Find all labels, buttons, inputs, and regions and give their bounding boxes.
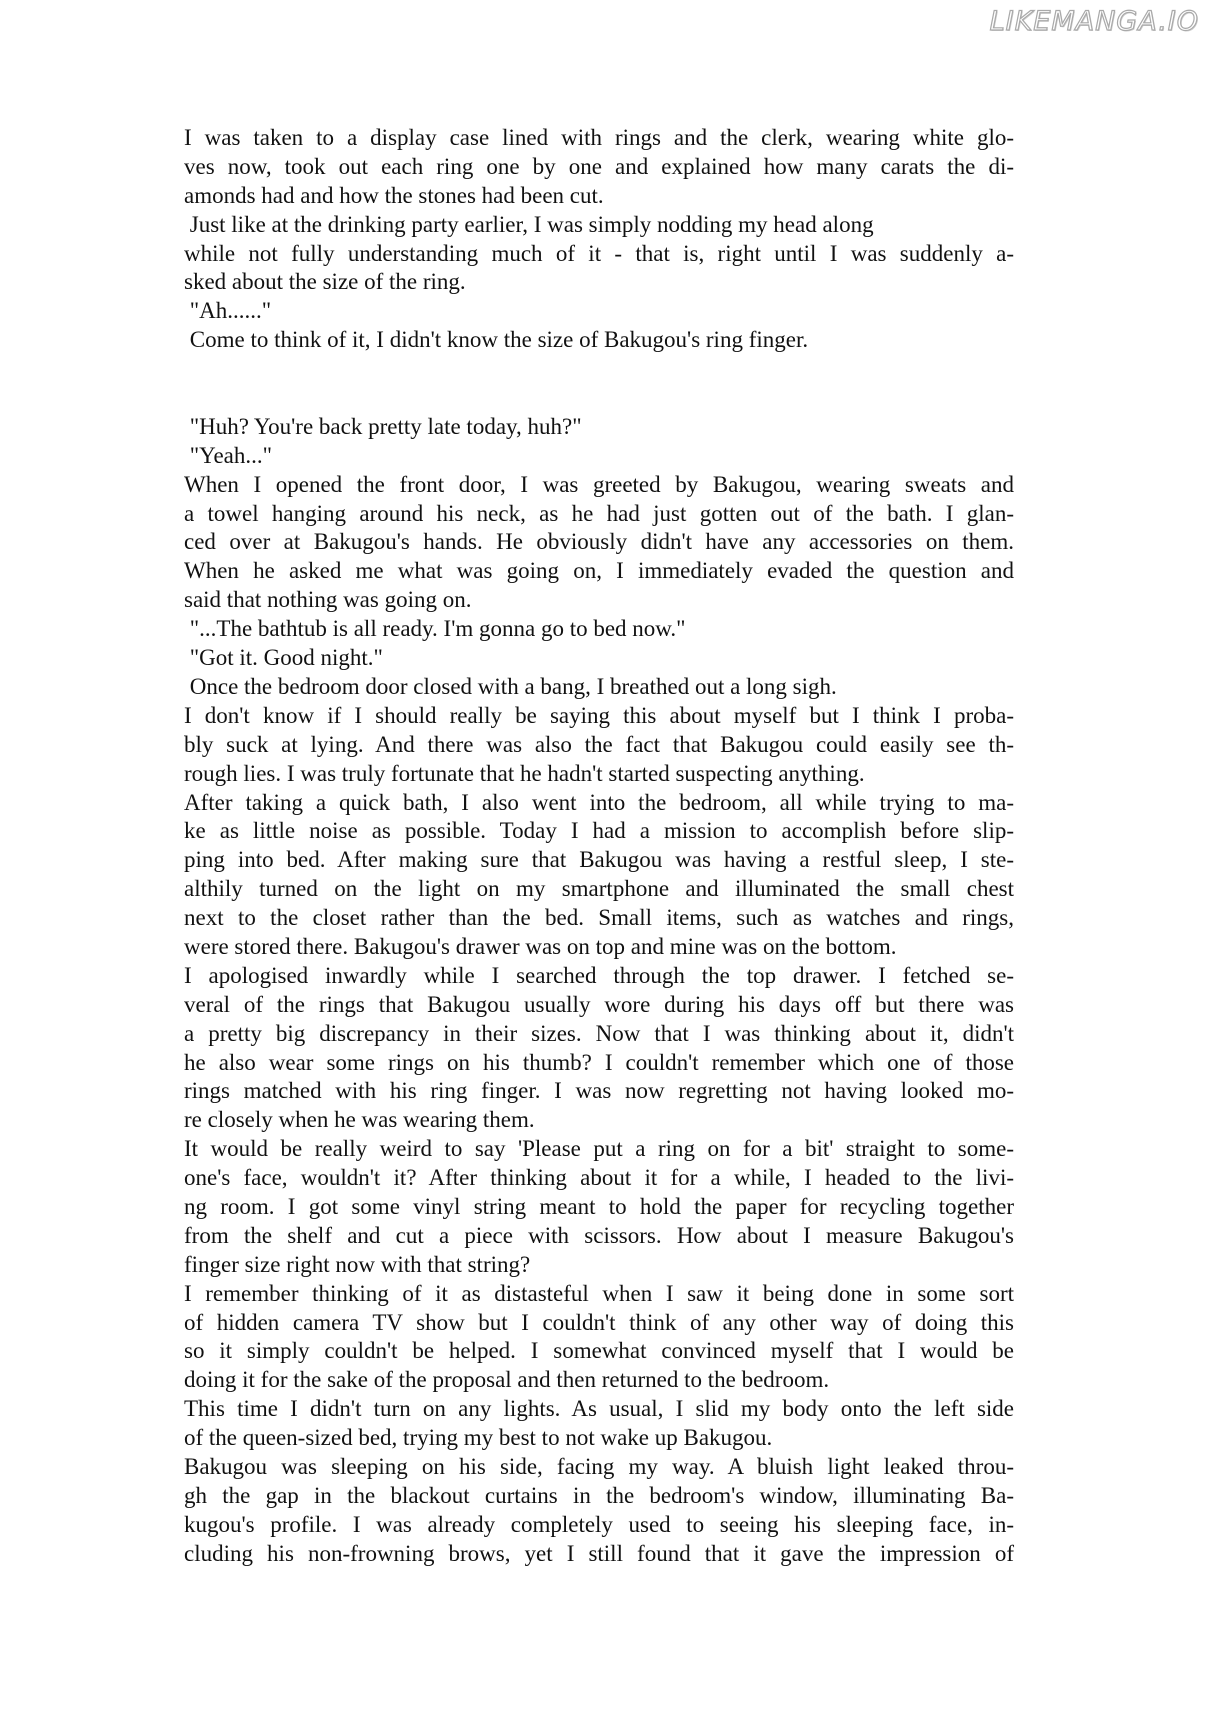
text-line: were stored there. Bakugou's drawer was on top and mine was on the bottom. bbox=[184, 933, 897, 959]
text-line: Just like at the drinking party earlier, I was simply nodding my head along bbox=[184, 211, 874, 237]
text-line: When I opened the front door, I was greeted by Bakugou, wearing sweats and bbox=[184, 471, 1014, 497]
text-line: I apologised inwardly while I searched through the top drawer. I fetched se- bbox=[184, 962, 1014, 988]
text-line: rings matched with his ring finger. I was now regretting not having looked mo- bbox=[184, 1078, 1014, 1104]
text-line: ng room. I got some vinyl string meant to hold the paper for recycling together bbox=[184, 1193, 1014, 1219]
text-line: cluding his non-frowning brows, yet I still found that it gave the impression of bbox=[184, 1540, 1014, 1566]
text-section-1 bbox=[184, 124, 1014, 355]
text-line: After taking a quick bath, I also went into the bedroom, all while trying to ma- bbox=[184, 789, 1014, 815]
text-line: so it simply couldn't be helped. I somewhat convinced myself that I would be bbox=[184, 1338, 1014, 1364]
text-line: a towel hanging around his neck, as he had just gotten out of the bath. I glan- bbox=[184, 500, 1014, 526]
text-line: I remember thinking of it as distasteful when I saw it being done in some sort bbox=[184, 1280, 1014, 1306]
text-line: gh the gap in the blackout curtains in the bedroom's window, illuminating Ba- bbox=[184, 1482, 1014, 1508]
text-line: bly suck at lying. And there was also the fact that Bakugou could easily see th- bbox=[184, 731, 1014, 757]
text-line: he also wear some rings on his thumb? I couldn't remember which one of those bbox=[184, 1049, 1014, 1075]
text-line: When he asked me what was going on, I immediately evaded the question and bbox=[184, 558, 1014, 584]
text-line: Once the bedroom door closed with a bang, I breathed out a long sigh. bbox=[184, 673, 837, 699]
text-line: "Yeah..." bbox=[184, 442, 273, 468]
text-line: next to the closet rather than the bed. Small items, such as watches and rings, bbox=[184, 905, 1014, 931]
text-line: veral of the rings that Bakugou usually wore during his days off but there was bbox=[184, 991, 1014, 1017]
text-line: of the queen-sized bed, trying my best to not wake up Bakugou. bbox=[184, 1425, 773, 1451]
site-watermark: LIKEMANGA.IO bbox=[989, 6, 1199, 37]
text-line: while not fully understanding much of it - that is, right until I was suddenly a- bbox=[184, 240, 1014, 266]
text-line: "Huh? You're back pretty late today, huh?" bbox=[184, 413, 582, 439]
text-line: one's face, wouldn't it? After thinking about it for a while, I headed to the livi- bbox=[184, 1165, 1014, 1191]
text-line: rough lies. I was truly fortunate that he hadn't started suspecting anything. bbox=[184, 760, 865, 786]
text-line: sked about the size of the ring. bbox=[184, 269, 466, 295]
text-line: althily turned on the light on my smartphone and illuminated the small chest bbox=[184, 876, 1014, 902]
text-line: ping into bed. After making sure that Bakugou was having a restful sleep, I ste- bbox=[184, 847, 1014, 873]
text-line: a pretty big discrepancy in their sizes. Now that I was thinking about it, didn't bbox=[184, 1020, 1014, 1046]
text-line: I don't know if I should really be saying this about myself but I think I proba- bbox=[184, 702, 1014, 728]
text-line: Bakugou was sleeping on his side, facing my way. A bluish light leaked throu- bbox=[184, 1453, 1014, 1479]
text-line: kugou's profile. I was already completely used to seeing his sleeping face, in- bbox=[184, 1511, 1014, 1537]
text-line: said that nothing was going on. bbox=[184, 587, 472, 613]
text-line: ced over at Bakugou's hands. He obviously didn't have any accessories on them. bbox=[184, 529, 1014, 555]
section-break bbox=[184, 355, 1014, 413]
text-line: "Ah......" bbox=[184, 298, 272, 324]
text-line: I was taken to a display case lined with rings and the clerk, wearing white glo- bbox=[184, 125, 1014, 150]
text-line: amonds had and how the stones had been cut. bbox=[184, 182, 604, 208]
page-text bbox=[184, 124, 1014, 1569]
text-line: Come to think of it, I didn't know the size of Bakugou's ring finger. bbox=[184, 327, 809, 353]
text-line: "Got it. Good night." bbox=[184, 645, 383, 671]
text-line: of hidden camera TV show but I couldn't think of any other way of doing this bbox=[184, 1309, 1014, 1335]
text-line: re closely when he was wearing them. bbox=[184, 1107, 535, 1133]
text-section-2 bbox=[184, 413, 1014, 1569]
text-line: from the shelf and cut a piece with scissors. How about I measure Bakugou's bbox=[184, 1222, 1014, 1248]
text-line: ke as little noise as possible. Today I had a mission to accomplish before slip- bbox=[184, 818, 1014, 844]
text-line: doing it for the sake of the proposal and then returned to the bedroom. bbox=[184, 1367, 830, 1393]
text-line: It would be really weird to say 'Please put a ring on for a bit' straight to some- bbox=[184, 1136, 1014, 1162]
text-line: "...The bathtub is all ready. I'm gonna go to bed now." bbox=[184, 616, 686, 642]
text-line: finger size right now with that string? bbox=[184, 1251, 531, 1277]
text-line: ves now, took out each ring one by one and explained how many carats the di- bbox=[184, 153, 1014, 179]
text-line: This time I didn't turn on any lights. As usual, I slid my body onto the left side bbox=[184, 1396, 1014, 1422]
